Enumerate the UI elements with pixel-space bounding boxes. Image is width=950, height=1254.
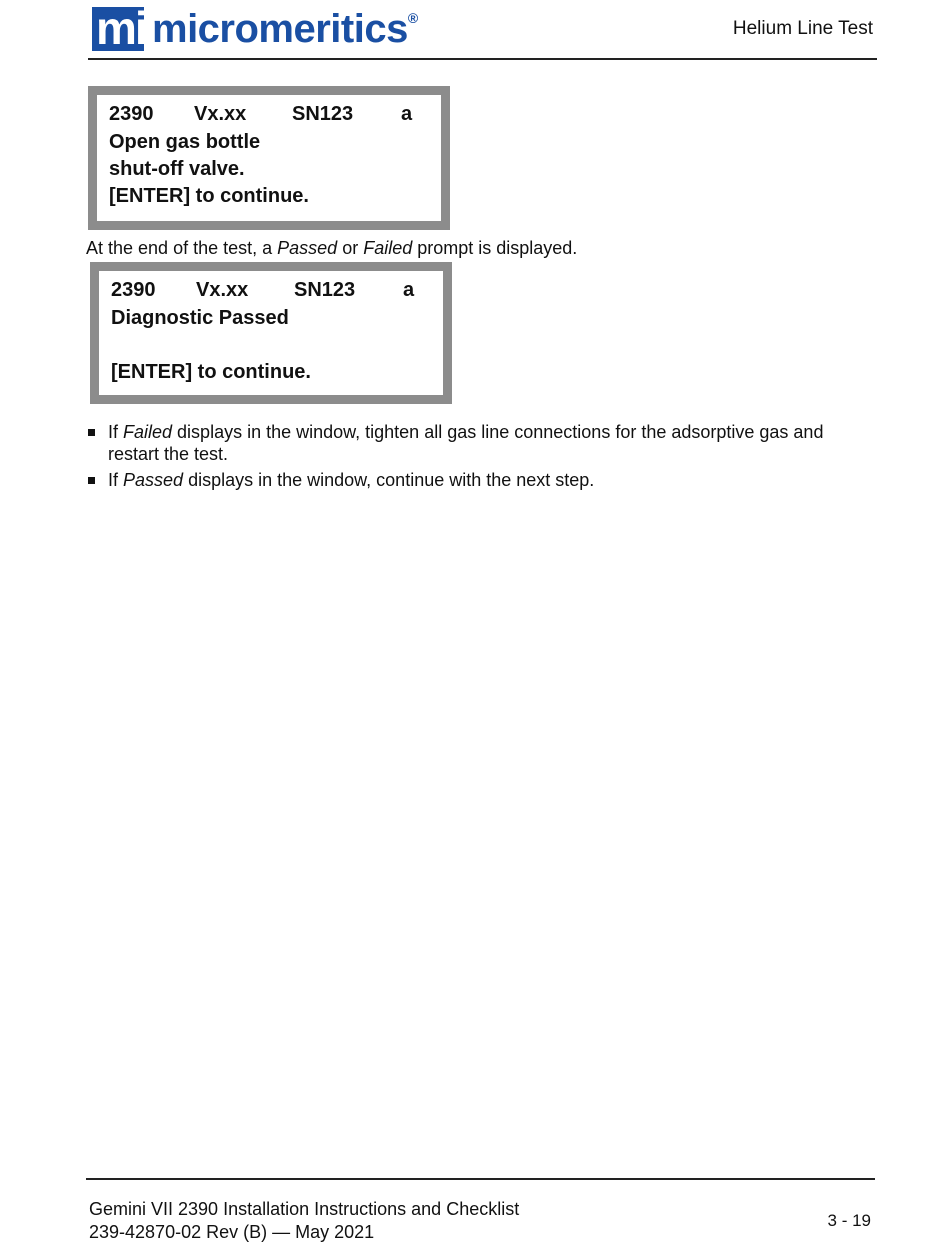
- instrument-display-result: [90, 262, 452, 404]
- section-title: Helium Line Test: [732, 18, 873, 39]
- list-item: [86, 421, 856, 465]
- display-line-4: [ENTER] to continue.: [109, 185, 309, 207]
- display-line-2: Diagnostic Passed: [111, 307, 289, 329]
- intro-passed: Passed: [277, 238, 338, 258]
- display-status-flag: a: [401, 103, 413, 125]
- document-number: 239-42870-02 Rev (B) — May 2021: [89, 1222, 375, 1242]
- intro-paragraph: [86, 238, 577, 259]
- display-line-4: [ENTER] to continue.: [111, 361, 311, 383]
- bullet-text: If: [108, 470, 124, 490]
- intro-failed: Failed: [363, 238, 413, 258]
- instrument-display-bottle: [88, 86, 450, 230]
- bullet-emphasis: Passed: [123, 470, 184, 490]
- display-status-row: [97, 103, 441, 130]
- intro-text: or: [337, 238, 364, 258]
- logo-wordmark: [152, 9, 418, 49]
- display-status-row: [99, 279, 443, 306]
- display-serial: SN123: [294, 279, 356, 301]
- page-header: [0, 0, 950, 60]
- document-title: Gemini VII 2390 Installation Instructions and Checklist: [89, 1199, 520, 1219]
- logo-mark-text: mi: [96, 2, 146, 54]
- logo-mark-icon: [92, 2, 146, 54]
- bullet-emphasis: Failed: [123, 422, 173, 442]
- display-line-2: Open gas bottle: [109, 131, 261, 153]
- intro-text: prompt is displayed.: [412, 238, 578, 258]
- display-version: Vx.xx: [194, 103, 247, 125]
- bullet-square-icon: [88, 477, 95, 484]
- display-line-3: shut-off valve.: [109, 158, 245, 180]
- bullet-text: If: [108, 422, 124, 442]
- bullet-text: displays in the window, continue with the next step.: [183, 470, 595, 490]
- registered-mark: ®: [407, 10, 418, 26]
- logo-text: micromeritics: [152, 7, 408, 51]
- micromeritics-logo: [92, 2, 418, 54]
- display-version: Vx.xx: [196, 279, 249, 301]
- bullet-square-icon: [88, 429, 95, 436]
- result-instructions-list: [86, 421, 856, 495]
- page-footer: [89, 1198, 519, 1244]
- header-divider: [88, 58, 877, 60]
- display-serial: SN123: [292, 103, 354, 125]
- bullet-text: displays in the window, tighten all gas line connections for the adsorptive gas and restart the test.: [108, 422, 824, 464]
- display-model: 2390: [109, 103, 154, 125]
- display-status-flag: a: [403, 279, 415, 301]
- display-model: 2390: [111, 279, 156, 301]
- footer-divider: [86, 1178, 875, 1180]
- page-number: 3 - 19: [827, 1211, 871, 1230]
- intro-text: At the end of the test, a: [86, 238, 278, 258]
- list-item: [86, 469, 856, 491]
